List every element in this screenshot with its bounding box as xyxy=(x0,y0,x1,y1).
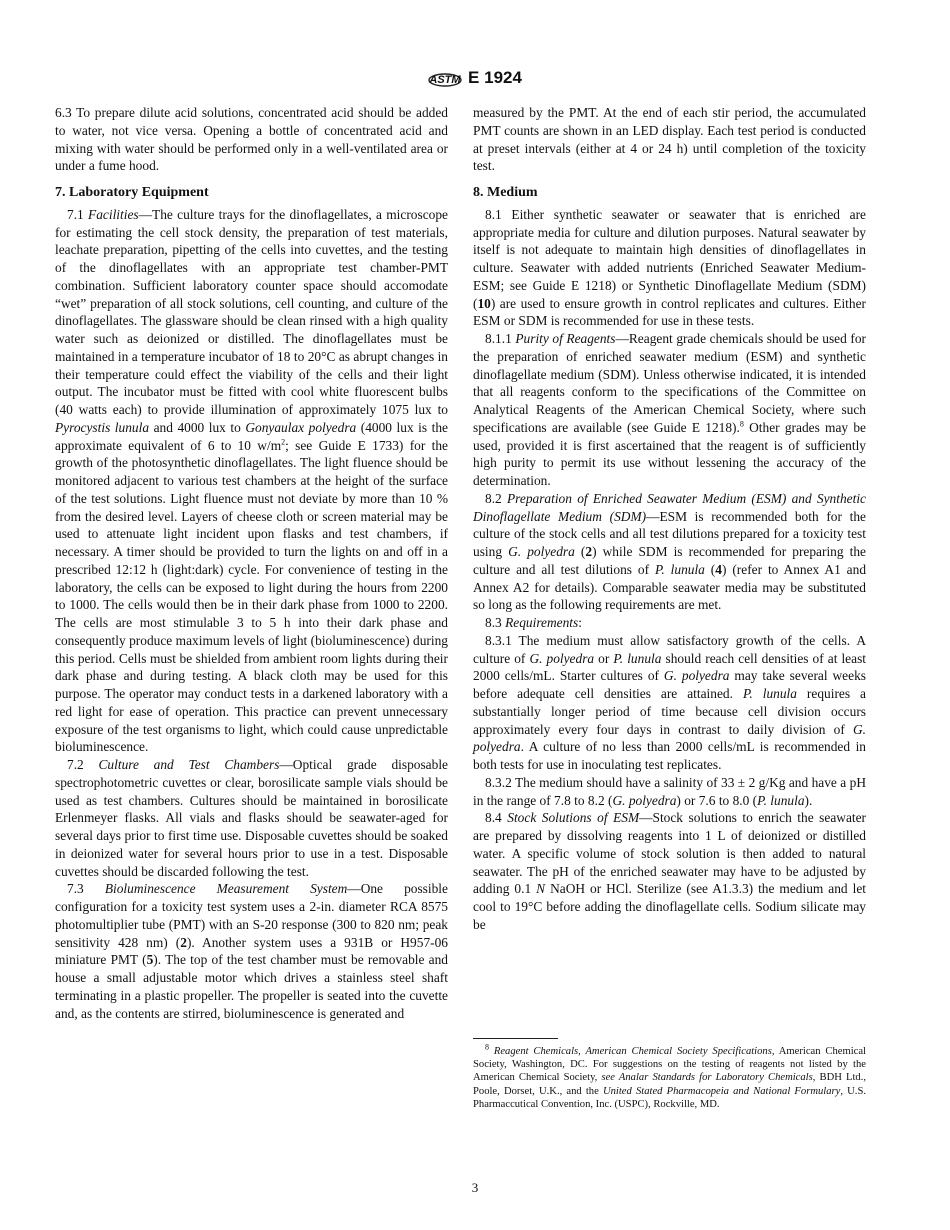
paragraph xyxy=(473,614,866,632)
reference-number: 4 xyxy=(715,561,722,577)
paragraph xyxy=(55,206,448,756)
text-run: and 4000 lux to xyxy=(149,419,246,435)
text-run: —Stock solutions to enrich the seawater are prepared by dissolving reagents into 1 L of deionized or distilled water. A specific volume of stock solution is then added to natural seawater. The pH of the enriched seawater may have to be adjusted by adding 0.1 xyxy=(473,810,867,897)
text-run: 7.2 xyxy=(67,757,99,772)
text-run: Other grades may be used, provided it is first ascertained that the reagent is of sufficiently high purity to permit its use without lessening the accuracy of the determination. xyxy=(473,419,866,488)
text-run: 8.1.1 xyxy=(485,331,516,346)
text-run: ) (refer to Annex A1 and Annex A2 for details). Comparable seawater media may be substituted so long as the following requirements are met. xyxy=(473,561,867,613)
text-run: : xyxy=(578,615,582,630)
text-run: —ESM is recommended both for the culture of the stock cells and all test dilutions prepared for a toxicity test using xyxy=(473,508,866,559)
text-run: measured by the PMT. At the end of each stir period, the accumulated PMT counts are shown in an LED display. Each test period is conducted at preset intervals (either at 4 or 24 h) until completion of the toxicity test. xyxy=(473,105,866,174)
paragraph xyxy=(473,104,866,175)
paragraph xyxy=(473,490,866,614)
text-run: 7.3 xyxy=(67,881,105,897)
paragraph xyxy=(473,206,866,330)
italic-text: Bioluminescence Measurement System xyxy=(104,881,348,897)
italic-text: G. polyedra xyxy=(508,544,575,559)
footnote-ref: 8 xyxy=(739,419,744,429)
text-run: may take several weeks before adequate cell densities are attained. xyxy=(473,668,866,701)
paragraph xyxy=(473,632,866,774)
text-run: NaOH or HCl. Sterilize (see A1.3.3) the medium and let cool to 19°C before adding the dinoflagellate cells. Sodium silicate may be xyxy=(473,881,866,932)
text-run: 8. Medium xyxy=(473,185,538,200)
text-run: —Reagent grade chemicals should be used for the preparation of enriched seawater medium (ESM) and synthetic dinoflagellate medium (SDM). Unless otherwise indicated, it is intended that all reagents conform to the specifications of the Committee on Analytical Reagents of the American Chemical Society, where such specifications are available (see Guide E 1218). xyxy=(473,331,866,435)
text-run: , U.S. Pharmaccutical Convention, Inc. (USPC), Rockville, MD. xyxy=(473,1085,866,1110)
italic-text: Reagent Chemicals, American Chemical Society Specifications, xyxy=(493,1046,775,1057)
text-run: —One possible configuration for a toxicity test system uses a 2-in. diameter RCA 8575 photomultiplier tube (PMT) with an S-20 response (300 to 820 nm; peak sensitivity 428 nm) ( xyxy=(55,881,448,950)
text-run: 8.3.2 The medium should have a salinity of 33 ± 2 g/Kg and have a pH in the range of 7.8 to 8.2 ( xyxy=(473,774,866,808)
italic-text: Preparation of Enriched Seawater Medium (ESM) and Synthetic Dinoflagellate Medium (SDM) xyxy=(473,490,866,524)
left-column xyxy=(55,104,448,1022)
text-run: 8.1 Either synthetic seawater or seawater that is enriched are appropriate media for culture and dilution purposes. Natural seawater by itself is not adequate to maintain high densities of dinoflagellates in culture. Seawater with added nutrients (Enriched Seawater Medium-ESM; see Guide E 1218) or Synthetic Dinoflagellate Medium (SDM) ( xyxy=(473,206,866,311)
text-run: ( xyxy=(574,544,586,559)
text-run: requires a substantially longer period of time because cell division occurs approximately every four days in contrast to daily division of xyxy=(473,686,866,737)
text-run: (4000 lux is the approximate equivalent of 6 to 10 w/m xyxy=(55,419,448,453)
italic-text: Facilities xyxy=(88,206,139,222)
page-number: 3 xyxy=(471,1180,479,1195)
italic-text: G. polyedra xyxy=(612,792,677,808)
italic-text: P. lunula xyxy=(742,686,797,701)
text-run: 7.1 xyxy=(67,206,89,222)
text-run: 8.2 xyxy=(485,490,507,506)
italic-text: N xyxy=(536,881,546,897)
reference-number: 2 xyxy=(180,934,187,950)
text-run: or xyxy=(594,650,614,666)
italic-text: G. polyedra xyxy=(529,650,595,666)
italic-text: United Stated Pharmacopeia and National Formulary xyxy=(602,1085,841,1097)
text-run: ) while SDM is recommended for preparing the culture and all test dilutions of xyxy=(473,544,867,577)
astm-logo-icon xyxy=(428,66,462,90)
page-header xyxy=(0,66,950,90)
text-run: —The culture trays for the dinoflagellates, a microscope for estimating the cell stock density, the preparation of test materials, leachate preparation, pipetting of the cells into cuvettes, and the testing of the dinoflagellates with an appropriate test chamber-PMT combination. Sufficient laboratory counter space should accomodate “wet” preparation of all stock solutions, cell counting, and culture of the dinoflagellates. The glassware should be clean rinsed with a high quality water such as deionized or distilled. The dinoflagellates must be maintained in a temperature incubator of 18 to 20°C as abrupt changes in their temperature could effect the viability of the cells and their light output. The incubator must be fitted with cool white fluorescent bulbs (40 watts each) to provide illumination of approximately 1075 lux to xyxy=(55,206,448,417)
italic-text: Pyrocystis lunula xyxy=(55,419,150,435)
footnote-8 xyxy=(473,1042,866,1111)
text-run: ). xyxy=(804,792,813,808)
text-run: . A culture of no less than 2000 cells/mL is recommended in both tests for use in inoculating test replicates. xyxy=(473,739,866,772)
footnote-ref: 2 xyxy=(281,437,286,447)
text-run: ) or 7.6 to 8.0 ( xyxy=(676,792,758,808)
text-run: —Optical grade disposable spectrophotometric cuvettes or clear, borosilicate sample vials should be used as test chambers. Cultures should be maintained in borosilicate Erlenmeyer flasks. All vials and flasks should be seawater-aged for several days prior to first time use. Disposable cuvettes should be soaked in deionized water for several hours prior to use in a test. Disposable cuvettes should be discarded following the test. xyxy=(55,757,448,879)
paragraph xyxy=(55,104,448,175)
text-run: 8.4 xyxy=(485,810,508,826)
italic-text: Requirements xyxy=(505,615,579,630)
italic-text: Culture and Test Chambers xyxy=(98,757,280,772)
footnote-divider xyxy=(473,1038,558,1039)
text-run: ; see Guide E 1733) for the growth of the photosynthetic dinoflagellates. The light fluence should be monitored adjacent to various test chambers at the height of the surface of the test solutions. Light fluence must not deviate by more than 10 % from the desired level. Layers of cheese cloth or screen material may be used to attenuate light incident upon flasks and test chambers, if necessary. A timer should be provided to turn the lights on and off in a prescribed 12:12 h (light:dark) cycle. For convenience of testing in the laboratory, the cells can be exposed to light during the hours from 2200 to 1000. The cells would then be in their dark phase from 1000 to 2200. The cells are most stimulable 3 to 5 h into their dark phase and consequently produce maximum levels of light (bioluminescence) during this period. Cells must be shielded from ambient room lights during their dark phase and during testing. A black cloth may be used for this purpose. The operator may conduct tests in a darkened laboratory with a red light for ease of operation. This practice can prevent unnecessary exposure of the test organisms to light, which could cause unpredictable bioluminescence. xyxy=(55,437,448,755)
text-run: 8.3.1 The medium must allow satisfactory growth of the cells. A culture of xyxy=(473,632,866,666)
italic-text: P. lunula xyxy=(613,650,662,666)
text-run: ). Another system uses a 931B or H957-06 miniature PMT ( xyxy=(55,934,448,968)
text-run: American Chemical Society, Washington, DC. For suggestions on the testing of reagents not listed by the American Chemical Society, xyxy=(473,1046,866,1084)
italic-text: G. polyedra xyxy=(663,668,730,684)
text-run: , BDH Ltd., Poole, Dorset, U.K., and the xyxy=(473,1072,866,1097)
reference-number: 5 xyxy=(146,952,154,968)
reference-number: 2 xyxy=(585,544,593,559)
paragraph xyxy=(55,756,448,880)
italic-text: G. polyedra xyxy=(473,721,866,755)
text-run: 8.3 xyxy=(485,615,506,630)
standard-designation: E 1924 xyxy=(468,68,522,87)
paragraph xyxy=(473,774,866,810)
section-heading xyxy=(473,184,866,202)
text-run: ( xyxy=(704,561,716,577)
text-run: should reach cell densities of at least 2000 cells/mL. Starter cultures of xyxy=(473,650,867,684)
italic-text: P. lunula xyxy=(757,792,805,808)
right-column xyxy=(473,104,866,934)
paragraph xyxy=(55,880,448,1022)
reference-number: 10 xyxy=(477,295,491,311)
italic-text: P. lunula xyxy=(654,561,705,577)
svg-text:ASTM: ASTM xyxy=(429,74,461,86)
italic-text: Purity of Reagents xyxy=(515,331,616,346)
paragraph xyxy=(473,330,866,490)
text-run: ). The top of the test chamber must be removable and house a small adjustable motor which drives a stainless steel shaft terminating in a plastic propeller. The propeller is seated into the cuvette and, as the contents are stirred, bioluminescence is generated and xyxy=(55,952,449,1021)
italic-text: see Analar Standards for Laboratory Chemicals xyxy=(601,1072,813,1084)
text-run: ) are used to ensure growth in control replicates and cultures. Either ESM or SDM is recommended for use in these tests. xyxy=(473,295,866,329)
italic-text: Gonyaulax polyedra xyxy=(245,419,357,435)
italic-text: Stock Solutions of ESM xyxy=(507,810,640,826)
text-run: 6.3 To prepare dilute acid solutions, concentrated acid should be added to water, not vice versa. Opening a bottle of concentrated acid and mixing with water should be performed only in a well-ventilated area or under a fume hood. xyxy=(55,105,448,174)
section-heading xyxy=(55,184,448,202)
paragraph xyxy=(473,809,866,933)
footnote-ref: 8 xyxy=(485,1042,489,1052)
text-run: 7. Laboratory Equipment xyxy=(55,185,209,200)
